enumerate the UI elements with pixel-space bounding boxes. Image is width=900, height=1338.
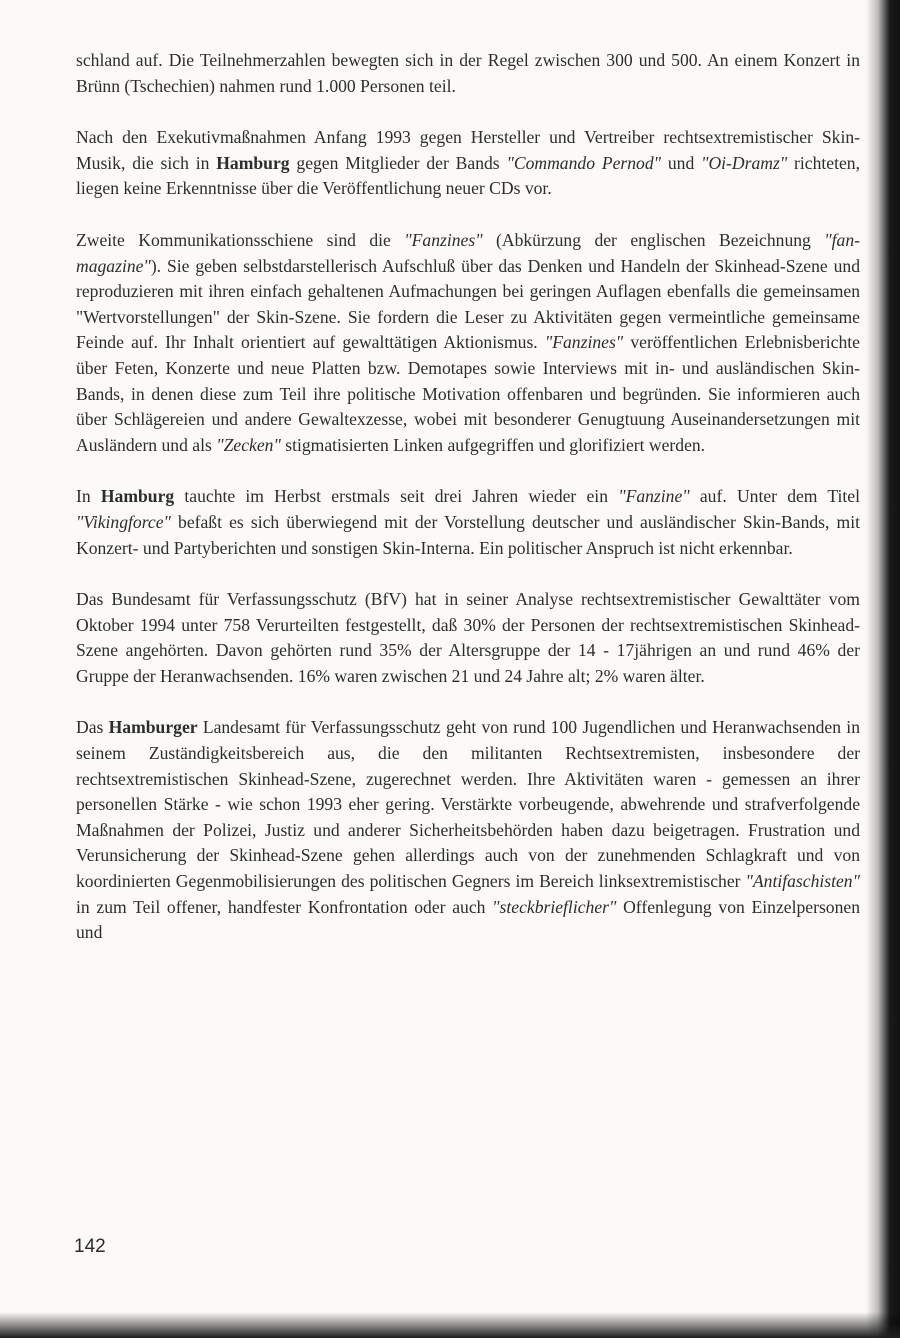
italic-term: "Oi-Dramz"	[701, 152, 788, 173]
page-bottom-edge	[0, 1312, 900, 1338]
text-run: schland auf. Die Teilnehmerzahlen bewegten sich in der Regel zwischen 300 und 500. An einem Konzert in Brünn (Tschechien) nahmen rund 1.000 Personen teil.	[76, 50, 860, 96]
italic-term: "Fanzines"	[404, 229, 483, 250]
text-run: In	[76, 486, 101, 507]
text-run: tauchte im Herbst erstmals seit drei Jahren wieder ein	[174, 486, 619, 507]
book-gutter-shadow	[866, 0, 900, 1338]
italic-term: "fan-magazine"	[76, 229, 860, 276]
text-run: und	[661, 152, 702, 173]
text-run: in zum Teil offener, handfester Konfrontation oder auch	[76, 896, 493, 917]
text-run: ). Sie geben selbstdarstellerisch Aufschluß über das Denken und Handeln der Skinhead-Szene und reproduzieren mit ihren einfach gehaltenen Aufmachungen bei geringen Auflagen ebenfalls die gemeinsamen "Wertvorstellungen" der Skin-Szene. Sie fordern die Leser zu Aktivitäten gegen vermeintliche gemeinsame Feinde auf. Ihr Inhalt orientiert auf gewalttätigen Aktionismus.	[76, 255, 860, 353]
text-run: Zweite Kommunikationsschiene sind die	[76, 229, 405, 250]
italic-term: "Fanzine"	[618, 486, 690, 507]
paragraph-3	[76, 228, 860, 458]
page-body	[76, 48, 860, 972]
text-run: Das Bundesamt für Verfassungsschutz (BfV) hat in seiner Analyse rechtsextremistischer Gewalttäter vom Oktober 1994 unter 758 Verurteilten festgestellt, daß 30% der Personen der rechtsextremistischen Skinhead-Szene angehörten. Davon gehörten rund 35% der Altersgruppe der 14 - 17jährigen an und rund 46% der Gruppe der Heranwachsenden. 16% waren zwischen 21 und 24 Jahre alt; 2% waren älter.	[76, 589, 860, 686]
paragraph-2	[76, 125, 860, 202]
text-run: Offenlegung von Einzelpersonen und	[76, 896, 860, 943]
bold-term: Hamburger	[108, 717, 198, 738]
text-run: gegen Mitglieder der Bands	[289, 152, 507, 173]
italic-term: "Fanzines"	[544, 332, 624, 353]
text-run: richteten, liegen keine Erkenntnisse über die Veröffentlichung neuer CDs vor.	[76, 152, 860, 199]
bold-term: Hamburg	[100, 486, 175, 507]
text-run: veröffentlichen Erlebnisberichte über Feten, Konzerte und neue Platten bzw. Demotapes sowie Interviews mit in- und ausländischen Skin-Bands, in denen diese zum Teil ihre politische Motivation offenbaren und begründen. Sie informieren auch über Schlägereien und andere Gewaltexzesse, wobei mit besonderer Genugtuung Auseinandersetzungen mit Ausländern und als	[76, 332, 860, 455]
text-run: stigmatisierten Linken aufgegriffen und glorifiziert werden.	[280, 434, 706, 455]
text-run: Das	[76, 717, 109, 738]
text-run: auf. Unter dem Titel	[689, 486, 860, 507]
paragraph-5	[76, 587, 860, 689]
italic-term: "Commando Pernod"	[506, 152, 662, 173]
text-run: (Abkürzung der englischen Bezeichnung	[482, 229, 825, 250]
text-run: Landesamt für Verfassungsschutz geht von rund 100 Jugendlichen und Heranwachsenden in seinem Zuständigkeitsbereich aus, die den militanten Rechtsextremisten, insbesondere der rechtsextremistischen Skinhead-Szene, zugerechnet werden. Ihre Aktivitäten waren - gemessen an ihrer personellen Stärke - wie schon 1993 eher gering. Verstärkte vorbeugende, abwehrende und strafverfolgende Maßnahmen der Polizei, Justiz und anderer Sicherheitsbehörden haben dazu beigetragen. Frustration und Verunsicherung der Skinhead-Szene gehen allerdings auch von der zunehmenden Schlagkraft und von koordinierten Gegenmobilisierungen des politischen Gegners im Bereich linksextremistischer	[76, 717, 860, 892]
page-number: 142	[74, 1236, 106, 1257]
paragraph-4	[76, 484, 860, 561]
italic-term: "Vikingforce"	[76, 511, 171, 532]
paragraph-1	[76, 48, 860, 99]
italic-term: "Antifaschisten"	[745, 871, 860, 892]
italic-term: "Zecken"	[216, 434, 281, 455]
paragraph-6	[76, 715, 860, 945]
text-run: Nach den Exekutivmaßnahmen Anfang 1993 gegen Hersteller und Vertreiber rechtsextremistischer Skin-Musik, die sich in	[76, 127, 860, 173]
bold-term: Hamburg	[216, 152, 290, 173]
italic-term: "steckbrieflicher"	[492, 896, 617, 917]
text-run: befaßt es sich überwiegend mit der Vorstellung deutscher und ausländischer Skin-Bands, mit Konzert- und Partyberichten und sonstigen Skin-Interna. Ein politischer Anspruch ist nicht erkennbar.	[76, 511, 860, 558]
